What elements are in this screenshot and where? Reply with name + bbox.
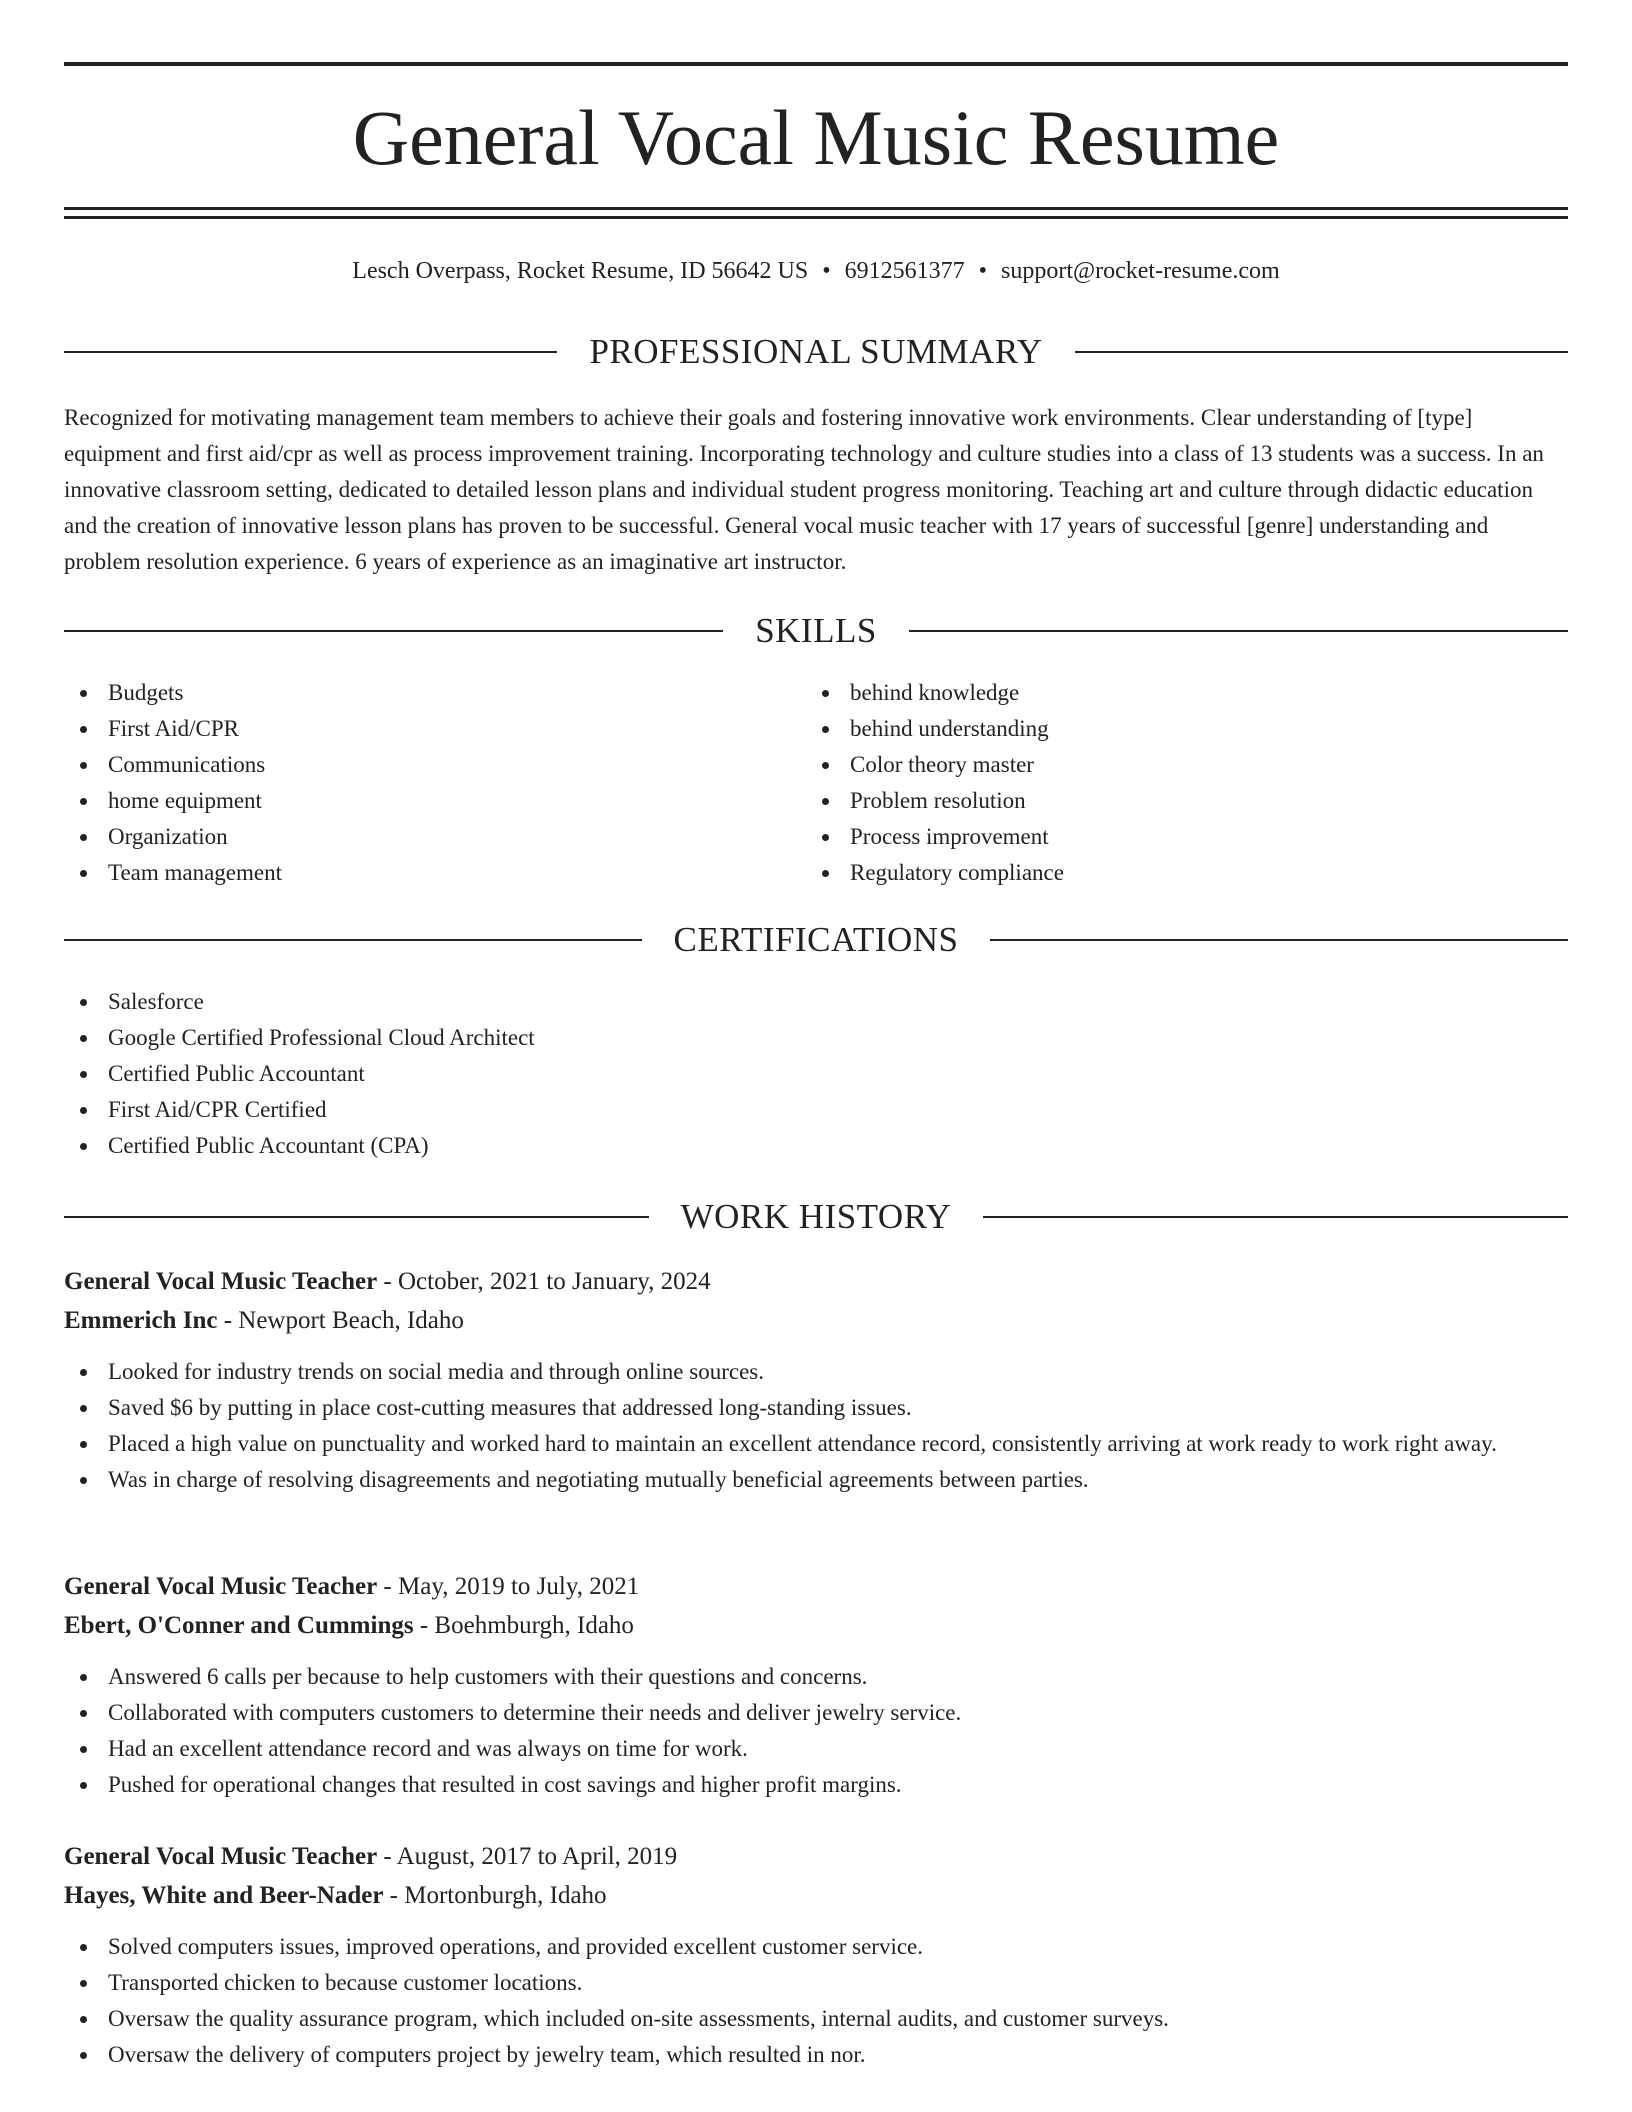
section-heading-certifications	[64, 918, 1568, 962]
contact-line	[64, 254, 1568, 288]
job-dates: - May, 2019 to July, 2021	[377, 1573, 640, 1600]
section-title: WORK HISTORY	[680, 1197, 952, 1236]
heading-rule	[64, 939, 642, 941]
job-duty-item: Oversaw the quality assurance program, which included on-site assessments, internal audits, and customer surveys.	[64, 2001, 1568, 2037]
contact-address: Lesch Overpass, Rocket Resume, ID 56642 US	[352, 258, 809, 284]
heading-rule	[983, 1216, 1568, 1218]
certifications-list	[64, 984, 1568, 1164]
job-company-line	[64, 1301, 1568, 1340]
contact-separator: •	[822, 258, 831, 284]
job-company: Hayes, White and Beer-Nader	[64, 1882, 384, 1909]
heading-rule	[64, 1216, 649, 1218]
skill-item: behind knowledge	[806, 675, 1506, 711]
job-dates: - August, 2017 to April, 2019	[377, 1843, 678, 1870]
job-location: - Newport Beach, Idaho	[217, 1307, 464, 1334]
section-heading-summary	[64, 330, 1568, 374]
certification-item: Google Certified Professional Cloud Architect	[64, 1020, 1568, 1056]
heading-rule	[1075, 351, 1568, 353]
job-duties-list	[64, 1659, 1568, 1803]
job-title-line	[64, 1837, 1568, 1876]
job-title: General Vocal Music Teacher	[64, 1843, 378, 1870]
job-duty-item: Looked for industry trends on social media and through online sources.	[64, 1354, 1568, 1390]
job-duty-item: Had an excellent attendance record and was always on time for work.	[64, 1731, 1568, 1767]
heading-rule	[990, 939, 1568, 941]
job-duty-item: Pushed for operational changes that resulted in cost savings and higher profit margins.	[64, 1767, 1568, 1803]
top-rule	[64, 62, 1568, 66]
skill-item: Organization	[64, 819, 764, 855]
page-title: General Vocal Music Resume	[352, 94, 1280, 181]
job-company-line	[64, 1606, 1568, 1645]
skill-item: Budgets	[64, 675, 764, 711]
heading-rule	[64, 630, 723, 632]
skill-item: Team management	[64, 855, 764, 891]
contact-email: support@rocket-resume.com	[1001, 258, 1280, 284]
heading-rule	[64, 351, 557, 353]
skill-item: Color theory master	[806, 747, 1506, 783]
certification-item: Certified Public Accountant	[64, 1056, 1568, 1092]
summary-text: Recognized for motivating management team members to achieve their goals and fostering innovative work environments. Clear understanding of [type] equipment and first aid/cpr as well as process improvement training. Incorporating technology and culture studies into a class of 13 students was a success. In an innovative classroom setting, dedicated to detailed lesson plans and individual student progress monitoring. Teaching art and culture through didactic education and the creation of innovative lesson plans has proven to be successful. General vocal music teacher with 17 years of successful [genre] understanding and problem resolution experience. 6 years of experience as an imaginative art instructor.	[64, 405, 1544, 574]
skill-item: Communications	[64, 747, 764, 783]
job-title: General Vocal Music Teacher	[64, 1573, 378, 1600]
job-location: - Mortonburgh, Idaho	[383, 1882, 607, 1909]
contact-phone: 6912561377	[844, 258, 965, 284]
job-duty-item: Answered 6 calls per because to help customers with their questions and concerns.	[64, 1659, 1568, 1695]
title-double-rule	[64, 207, 1568, 219]
job-duty-item: Saved $6 by putting in place cost-cutting measures that addressed long-standing issues.	[64, 1390, 1568, 1426]
job-title-line	[64, 1567, 1568, 1606]
job-location: - Boehmburgh, Idaho	[413, 1612, 634, 1639]
skill-item: home equipment	[64, 783, 764, 819]
skill-item: First Aid/CPR	[64, 711, 764, 747]
certification-item: Certified Public Accountant (CPA)	[64, 1128, 1568, 1164]
certification-item: First Aid/CPR Certified	[64, 1092, 1568, 1128]
skill-item: Problem resolution	[806, 783, 1506, 819]
skills-list-left	[64, 675, 764, 891]
skill-item: Process improvement	[806, 819, 1506, 855]
section-title: SKILLS	[755, 611, 877, 650]
section-heading-work-history	[64, 1195, 1568, 1239]
job-dates: - October, 2021 to January, 2024	[377, 1268, 711, 1295]
job-duties-list	[64, 1929, 1568, 2073]
section-title: PROFESSIONAL SUMMARY	[589, 332, 1043, 371]
skill-item: behind understanding	[806, 711, 1506, 747]
job-title-line	[64, 1262, 1568, 1301]
job-duty-item: Collaborated with computers customers to determine their needs and deliver jewelry service.	[64, 1695, 1568, 1731]
job-duty-item: Solved computers issues, improved operations, and provided excellent customer service.	[64, 1929, 1568, 1965]
section-title: CERTIFICATIONS	[673, 920, 959, 959]
job-duty-item: Oversaw the delivery of computers project by jewelry team, which resulted in nor.	[64, 2037, 1568, 2073]
section-heading-skills	[64, 609, 1568, 653]
job-duty-item: Transported chicken to because customer locations.	[64, 1965, 1568, 2001]
job-company: Emmerich Inc	[64, 1307, 218, 1334]
certification-item: Salesforce	[64, 984, 1568, 1020]
job-duty-item: Placed a high value on punctuality and worked hard to maintain an excellent attendance record, consistently arriving at work ready to work right away.	[64, 1426, 1568, 1462]
job-company: Ebert, O'Conner and Cummings	[64, 1612, 414, 1639]
skill-item: Regulatory compliance	[806, 855, 1506, 891]
job-entry	[64, 1567, 1568, 1803]
job-duties-list	[64, 1354, 1568, 1498]
skills-list-right	[806, 675, 1506, 891]
heading-rule	[909, 630, 1568, 632]
contact-separator: •	[978, 258, 988, 284]
job-entry	[64, 1262, 1568, 1498]
job-duty-item: Was in charge of resolving disagreements and negotiating mutually beneficial agreements between parties.	[64, 1462, 1568, 1498]
job-company-line	[64, 1876, 1568, 1915]
job-title: General Vocal Music Teacher	[64, 1268, 378, 1295]
job-entry	[64, 1837, 1568, 2073]
